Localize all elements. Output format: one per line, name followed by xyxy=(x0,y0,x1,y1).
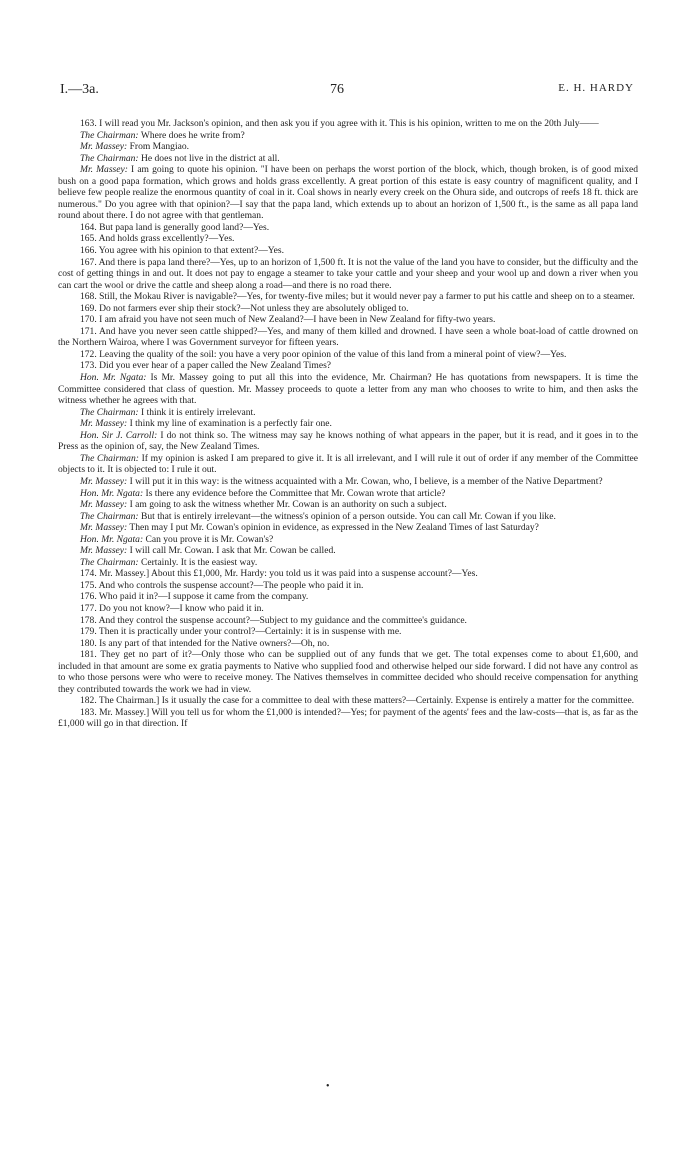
paragraph xyxy=(58,522,638,534)
paragraph xyxy=(58,695,638,707)
paragraph-text: Can you prove it is Mr. Cowan's? xyxy=(143,533,274,545)
paragraph xyxy=(58,453,638,476)
paragraph xyxy=(58,372,638,407)
speaker-name: Hon. Mr. Ngata: xyxy=(80,372,147,384)
paragraph xyxy=(58,638,638,650)
paragraph xyxy=(58,418,638,430)
page-header xyxy=(58,82,638,102)
paragraph xyxy=(58,245,638,257)
paragraph xyxy=(58,303,638,315)
paragraph xyxy=(58,407,638,419)
speaker-name: Hon. Sir J. Carroll: xyxy=(80,429,158,441)
speaker-name: Hon. Mr. Ngata: xyxy=(80,533,144,545)
footer-mark: • xyxy=(326,1081,330,1092)
paragraph-text: 181. They get no part of it?—Only those who can be supplied out of any funds that we get. The total expenses come to about £1,600, and included in that amount are some ex gratia payments to Native who supplied food and otherwise helped our side forward. I did not have any control as to who those persons were who were to receive money. The Natives themselves in committee decided who should receive compensation for anything they contributed towards the work we had in view. xyxy=(58,649,638,695)
paragraph-text: Certainly. It is the easiest way. xyxy=(138,556,258,568)
speaker-name: The Chairman: xyxy=(80,510,139,522)
paragraph xyxy=(58,568,638,580)
paragraph-text: But that is entirely irrelevant—the witness's opinion of a person outside. You can call Mr. Cowan if you like. xyxy=(138,510,556,522)
paragraph xyxy=(58,141,638,153)
paragraph xyxy=(58,360,638,372)
document-reference: I.—3a. xyxy=(60,82,99,97)
paragraph-text: 179. Then it is practically under your control?—Certainly: it is in suspense with me. xyxy=(80,626,402,638)
paragraph-text: I am going to ask the witness whether Mr. Cowan is an authority on such a subject. xyxy=(127,499,447,511)
speaker-name: The Chairman: xyxy=(80,406,139,418)
paragraph-text: Is there any evidence before the Committee that Mr. Cowan wrote that article? xyxy=(143,487,446,499)
speaker-name: The Chairman: xyxy=(80,152,139,164)
paragraph xyxy=(58,488,638,500)
speaker-name: Mr. Massey: xyxy=(80,499,128,511)
paragraph-text: 166. You agree with his opinion to that extent?—Yes. xyxy=(80,245,285,257)
paragraph xyxy=(58,118,638,130)
paragraph-text: 176. Who paid it in?—I suppose it came from the company. xyxy=(80,591,309,603)
paragraph xyxy=(58,233,638,245)
paragraph xyxy=(58,222,638,234)
paragraph-text: 173. Did you ever hear of a paper called the New Zealand Times? xyxy=(80,360,332,372)
paragraph xyxy=(58,649,638,695)
paragraph-text: 163. I will read you Mr. Jackson's opinion, and then ask you if you agree with it. This is his opinion, written to me on the 20th July—— xyxy=(80,118,599,129)
paragraph-text: 167. And there is papa land there?—Yes, up to an horizon of 1,500 ft. It is not the value of the land you have to consider, but the difficulty and the cost of getting things in and out. It does not pay to engage a steamer to take your cattle and your sheep and your wool up and down a river when you can cart the wool or drive the cattle and sheep along a road—and there is no road there. xyxy=(58,256,638,291)
paragraph-text: Is Mr. Massey going to put all this into the evidence, Mr. Chairman? He has quotations from newspapers. It is time the Committee considered that class of question. Mr. Massey proceeds to quote a letter from any man who chooses to write to him, and then asks the witness whether he agrees with that. xyxy=(58,372,638,407)
paragraph-text: I think it is entirely irrelevant. xyxy=(138,406,256,418)
paragraph xyxy=(58,615,638,627)
paragraph-text: From Mangiao. xyxy=(127,141,189,153)
speaker-name: The Chairman: xyxy=(80,556,139,568)
speaker-name: Mr. Massey: xyxy=(80,418,128,430)
paragraph-text: 182. The Chairman.] Is it usually the case for a committee to deal with these matters?—Certainly. Expense is entirely a matter for the committee. xyxy=(80,695,635,707)
paragraph xyxy=(58,557,638,569)
speaker-name: The Chairman: xyxy=(80,452,139,464)
paragraph xyxy=(58,314,638,326)
paragraph xyxy=(58,164,638,222)
paragraph xyxy=(58,349,638,361)
paragraph xyxy=(58,153,638,165)
paragraph-text: 170. I am afraid you have not seen much of New Zealand?—I have been in New Zealand for fifty-two years. xyxy=(80,314,496,326)
paragraph-text: 174. Mr. Massey.] About this £1,000, Mr. Hardy: you told us it was paid into a suspense account?—Yes. xyxy=(80,568,478,580)
paragraph-text: Where does he write from? xyxy=(138,129,245,141)
paragraph xyxy=(58,626,638,638)
paragraph xyxy=(58,130,638,142)
paragraph xyxy=(58,545,638,557)
paragraph xyxy=(58,430,638,453)
paragraph-text: He does not live in the district at all. xyxy=(138,152,280,164)
page-number: 76 xyxy=(330,82,344,97)
speaker-name: Mr. Massey: xyxy=(80,141,128,153)
paragraph-text: I am going to quote his opinion. "I have been on perhaps the worst portion of the block, which, though broken, is of good mixed bush on a good papa formation, which grows and holds grass excellently. A great portion of this estate is easy country of magnificent quality, and I believe few people realize the enormous quantity of coal in it. Coal shows in nearly every creek on the Ohura side, and outcrops of reefs 18 ft. thick are numerous." Do you agree with that opinion?—I say that the papa land, which extends up to about an horizon of 1,500 ft., is the same as all papa land round about there. I do not agree with that gentleman. xyxy=(58,164,638,222)
paragraph-text: I will call Mr. Cowan. I ask that Mr. Cowan be called. xyxy=(127,545,336,557)
paragraph xyxy=(58,257,638,292)
paragraph xyxy=(58,707,638,730)
speaker-name: Hon. Mr. Ngata: xyxy=(80,487,144,499)
paragraph xyxy=(58,476,638,488)
paragraph-text: 165. And holds grass excellently?—Yes. xyxy=(80,233,235,245)
speaker-name: Mr. Massey: xyxy=(80,475,128,487)
document-body xyxy=(58,118,638,730)
paragraph xyxy=(58,534,638,546)
paragraph xyxy=(58,326,638,349)
paragraph xyxy=(58,603,638,615)
paragraph-text: Then may I put Mr. Cowan's opinion in evidence, as expressed in the New Zealand Times of last Saturday? xyxy=(127,522,539,534)
paragraph xyxy=(58,499,638,511)
paragraph-text: I think my line of examination is a perfectly fair one. xyxy=(127,418,332,430)
paragraph xyxy=(58,291,638,303)
paragraph-text: 164. But papa land is generally good land?—Yes. xyxy=(80,221,270,233)
witness-name: E. H. HARDY xyxy=(558,82,634,94)
speaker-name: The Chairman: xyxy=(80,129,139,141)
paragraph-text: 171. And have you never seen cattle shipped?—Yes, and many of them killed and drowned. I have seen a whole boat-load of cattle drowned on the Northern Wairoa, where I was Government surveyor for fifteen years. xyxy=(58,325,638,349)
paragraph-text: 180. Is any part of that intended for the Native owners?—Oh, no. xyxy=(80,637,330,649)
paragraph-text: 169. Do not farmers ever ship their stock?—Not unless they are absolutely obliged to. xyxy=(80,302,409,314)
paragraph xyxy=(58,511,638,523)
paragraph-text: I do not think so. The witness may say he knows nothing of what appears in the paper, but it is read, and it goes in to the Press as the opinion of, say, the New Zealand Times. xyxy=(58,429,638,453)
paragraph-text: 168. Still, the Mokau River is navigable?—Yes, for twenty-five miles; but it would never pay a farmer to put his cattle and sheep on to a steamer. xyxy=(80,291,635,303)
speaker-name: Mr. Massey: xyxy=(80,522,128,534)
paragraph-text: I will put it in this way: is the witness acquainted with a Mr. Cowan, who, I believe, is a member of the Native Department? xyxy=(127,475,603,487)
paragraph-text: 178. And they control the suspense account?—Subject to my guidance and the committee's guidance. xyxy=(80,614,467,626)
paragraph-text: 177. Do you not know?—I know who paid it in. xyxy=(80,602,264,614)
paragraph-text: 172. Leaving the quality of the soil: you have a very poor opinion of the value of this land from a mineral point of view?—Yes. xyxy=(80,348,567,360)
speaker-name: Mr. Massey: xyxy=(80,164,128,176)
paragraph-text: If my opinion is asked I am prepared to give it. It is all irrelevant, and I will rule it out of order if any member of the Committee objects to it. It is objected to: I rule it out. xyxy=(58,452,638,476)
paragraph xyxy=(58,580,638,592)
paragraph-text: 183. Mr. Massey.] Will you tell us for whom the £1,000 is intended?—Yes; for payment of the agents' fees and the law-costs—that is, as far as the £1,000 will go in that direction. If xyxy=(58,706,638,730)
paragraph-text: 175. And who controls the suspense account?—The people who paid it in. xyxy=(80,579,364,591)
speaker-name: Mr. Massey: xyxy=(80,545,128,557)
paragraph xyxy=(58,591,638,603)
